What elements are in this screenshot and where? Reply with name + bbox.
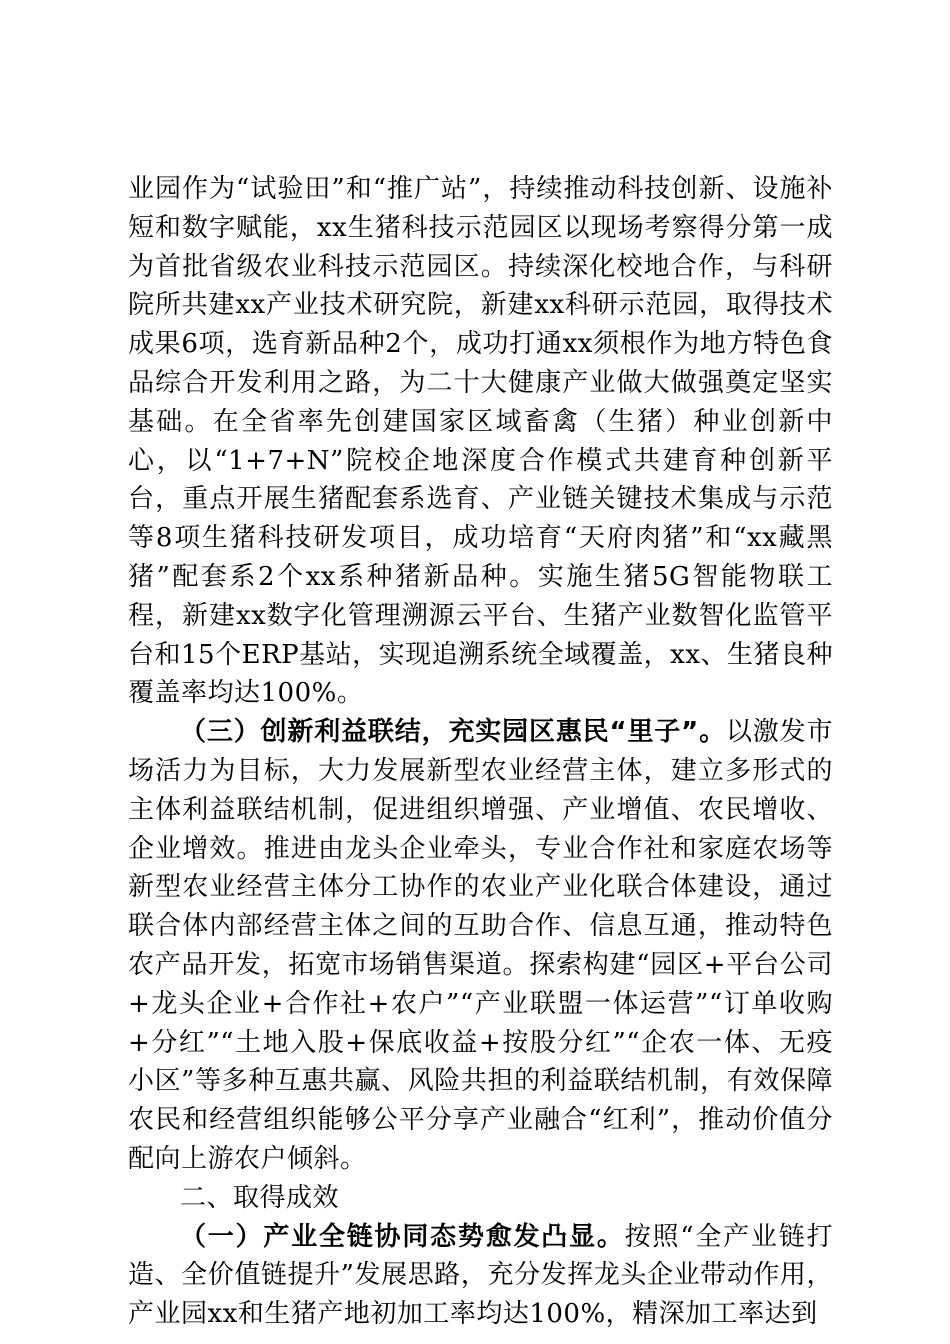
document-page: [128, 170, 833, 1334]
section-heading: 二、取得成效: [180, 1182, 340, 1213]
subsection-heading-1: （一）产业全链协同态势愈发凸显。: [180, 1221, 625, 1252]
paragraph-2-text: 以激发市场活力为目标，大力发展新型农业经营主体，建立多形式的主体利益联结机制，促进组织增强、产业增值、农民增收、企业增效。推进由龙头企业牵头，专业合作社和家庭农场等新型农业经营主体分工协作的农业产业化联合体建设，通过联合体内部经营主体之间的互助合作、信息互通，推动特色农产品开发，拓宽市场销售渠道。探索构建“园区+平台公司+龙头企业+合作社+农户”“产业联盟一体运营”“订单收购+分红”“土地入股+保底收益+按股分红”“企农一体、无疫小区”等多种互惠共赢、风险共担的利益联结机制，有效保障农民和经营组织能够公平分享产业融合“红利”，推动价值分配向上游农户倾斜。: [128, 717, 833, 1174]
body-paragraph-3: [128, 1218, 833, 1334]
paragraph-3-text: 按照“全产业链打造、全价值链提升”发展思路，充分发挥龙头企业带动作用，产业园xx和生猪产地初加工率均达100%，精深加工率达到: [128, 1221, 833, 1330]
subsection-heading-3: （三）创新利益联结，充实园区惠民“里子”。: [180, 717, 726, 748]
body-paragraph-1: [128, 170, 833, 713]
body-paragraph-2: [128, 713, 833, 1179]
paragraph-1-text: 业园作为“试验田”和“推广站”，持续推动科技创新、设施补短和数字赋能，xx生猪科技示范园区以现场考察得分第一成为首批省级农业科技示范园区。持续深化校地合作，与科研院所共建xx产业技术研究院，新建xx科研示范园，取得技术成果6项，选育新品种2个，成功打通xx须根作为地方特色食品综合开发利用之路，为二十大健康产业做大做强奠定坚实基础。在全省率先创建国家区域畜禽（生猪）种业创新中心，以“1+7+N”院校企地深度合作模式共建育种创新平台，重点开展生猪配套系选育、产业链关键技术集成与示范等8项生猪科技研发项目，成功培育“天府肉猪”和“xx藏黑猪”配套系2个xx系种猪新品种。实施生猪5G智能物联工程，新建xx数字化管理溯源云平台、生猪产业数智化监管平台和15个ERP基站，实现追溯系统全域覆盖，xx、生猪良种覆盖率均达100%。: [128, 174, 833, 709]
